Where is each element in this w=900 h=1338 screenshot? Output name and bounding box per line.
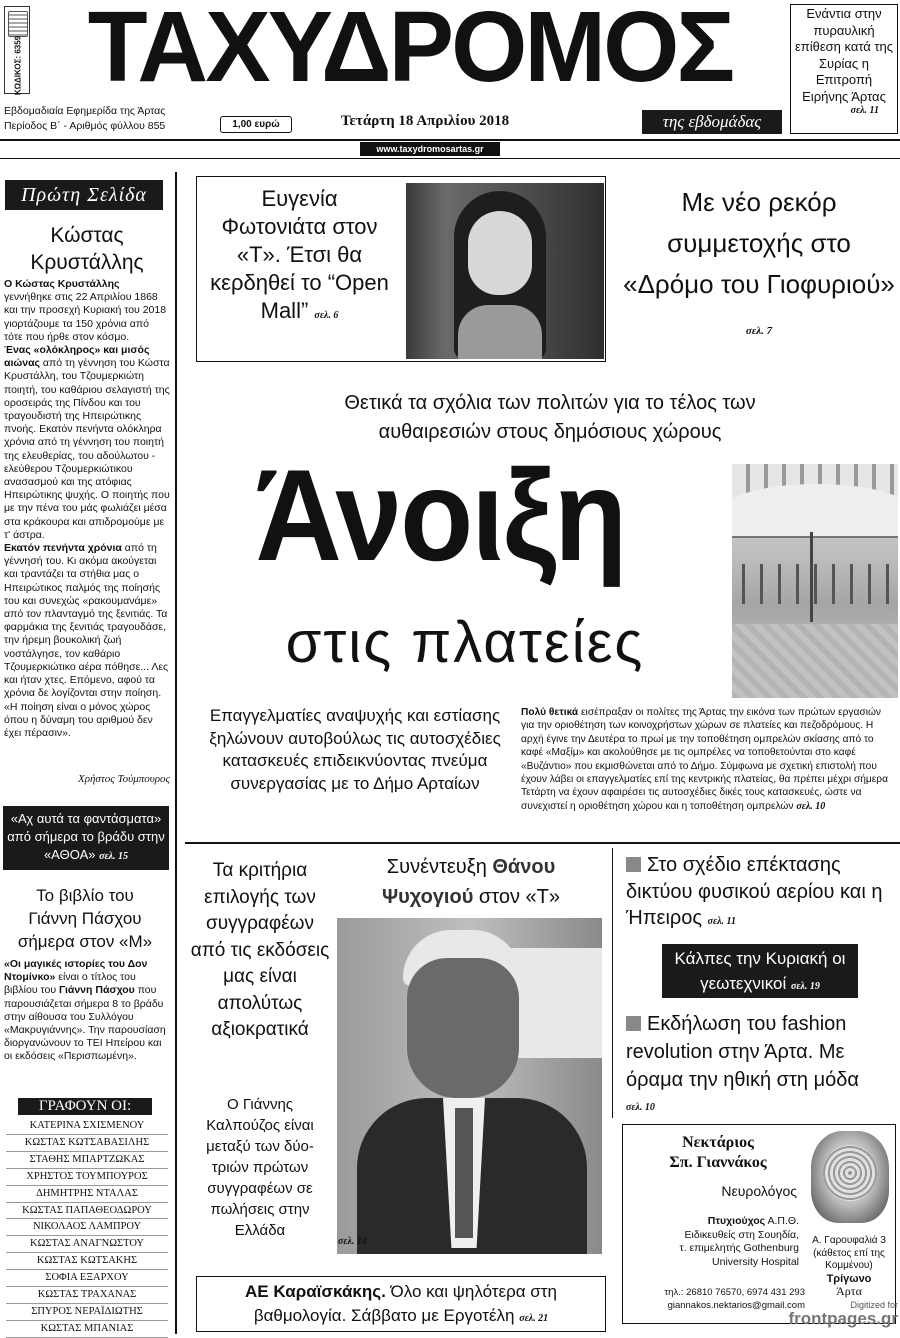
promo-ref: σελ. 15 [99,851,129,862]
bullet-square-icon [626,1016,641,1031]
book-title[interactable]: Το βιβλίο του Γιάννη Πάσχου σήμερα στον «Μ» [17,886,153,951]
doctor-name: Νεκτάριος Σπ. Γιαννάκος [669,1134,767,1171]
edition-label: της εβδομάδας [642,110,782,134]
top-story-left-ref: σελ. 6 [314,310,339,321]
code-label: ΚΩΔΙΚΟΣ: 6359 [13,35,23,96]
writer-name: ΣΟΦΙΑ ΕΞΑΡΧΟΥ [6,1270,168,1287]
sidebar-author: Χρήστος Τούμπουρος [77,773,170,785]
interview-name: Θάνου Ψυχογιού [381,856,556,908]
brain-illustration [811,1131,889,1223]
interview-photo-man [337,918,602,1254]
gas-story[interactable]: Στο σχέδιο επέκτασης δικτύου φυσικού αερίου και η Ήπειρος σελ. 11 [626,854,883,929]
issue-label: Περίοδος Β΄ - Αριθμός φύλλου 855 [4,120,166,132]
lead-kicker: Θετικά τα σχόλια των πολιτών για το τέλος των αυθαιρεσιών στους δημόσιους χώρους [344,392,756,443]
top-story-left[interactable] [196,176,606,362]
top-story-left-headline: Ευγενία Φωτονιάτα στον «Τ». Έτσι θα κερδηθεί το “Open Mall” σελ. 6 [210,186,389,323]
writer-name: ΚΩΣΤΑΣ ΤΡΑΧΑΝΑΣ [6,1287,168,1304]
sports-ref: σελ. 21 [519,1313,549,1324]
section-label: Πρώτη Σελίδα [5,180,163,210]
writer-name: ΣΤΑΘΗΣ ΜΠΑΡΤΖΩΚΑΣ [6,1152,168,1169]
writers-list [6,1118,168,1338]
lead-deck: Επαγγελματίες αναψυχής και εστίασης ξηλώνουν αυτοβούλως τις αυτοσχέδιες κατασκευές επιδεικνύοντας πνεύμα συνεργασίας με το Δήμο Αρταίων [209,706,501,793]
vote-ref: σελ. 19 [790,981,820,992]
lead-subheadline: στις πλατείες [285,610,645,675]
corner-story[interactable] [790,4,898,134]
writer-name: ΚΑΤΕΡΙΝΑ ΣΧΙΣΜΕΝΟΥ [6,1118,168,1135]
interview-pullquote: Τα κριτήρια επιλογής των συγγραφέων από τις εκδόσεις μας είναι απολύτως αξιοκρατικά [190,860,330,1040]
top-story-right-ref: σελ. 7 [745,325,773,337]
doctor-address: Α. Γαρουφαλιά 3 (κάθετος επί της Κομμένου) Τρίγωνο Άρτα [812,1235,886,1298]
sidebar-lead-name: Ο Κώστας Κρυστάλλης [4,278,120,290]
watermark: Digitized for frontpages.gr [788,1300,898,1328]
website-link[interactable]: www.taxydromosartas.gr [376,144,484,154]
masthead-left-info [4,104,204,134]
lead-body: Πολύ θετικά εισέπραξαν οι πολίτες της Άρτας την εικόνα των πρώτων εργασιών για την οριοθέτηση των κοινοχρήστων χώρων σε πλατείες και πεζοδρόμους. Η αρχή έγινε την Δευτέρα το πρωί με την τοποθέτηση ομπρελών σκίασης από το καφέ «Μαξίμ» και ακολούθησε με τις ομπρέλες να τοποθετούνται στο καφέ «Βυζάντιο» που εκμισθώνεται από το Δήμο. Σύμφωνα με σχετική επιστολή που έχουν λάβει οι επαγγελματίες επί της κεντρικής πλατείας, θα πρέπει μέχρι σήμερα Τετάρτη να έχουν αφαιρέσει τις αυτοσχέδιες δικές τους κατασκευές, ώστε να συνεχιστεί η οριοθέτηση χώρου και η τοποθέτηση ομπρελών σελ. 10 [521,707,888,812]
issue-date: Τετάρτη 18 Απριλίου 2018 [340,113,510,129]
sports-team: ΑΕ Καραϊσκάκης. [245,1282,386,1301]
masthead-title: ΤΑΧΥΔΡΟΜΟΣ [87,0,733,103]
fashion-ref: σελ. 10 [626,1102,655,1113]
doctor-title: Νευρολόγος [721,1183,797,1199]
weekly-label: Εβδομαδιαία Εφημερίδα της Άρτας [4,105,166,117]
writer-name: ΚΩΣΤΑΣ ΚΩΤΣΑΚΗΣ [6,1253,168,1270]
price-box: 1,00 ευρώ [220,116,292,133]
doctor-credentials: Πτυχιούχος Α.Π.Θ. Ειδικευθείς στη Σουηδία, τ. επιμελητής Gothenburg University Hospital [679,1215,799,1268]
gas-ref: σελ. 11 [707,916,737,927]
writer-name: ΣΠΥΡΟΣ ΝΕΡΑΪΔΙΩΤΗΣ [6,1304,168,1321]
writer-name: ΚΩΣΤΑΣ ΚΩΤΣΑΒΑΣΙΛΗΣ [6,1135,168,1152]
interview-ref: σελ. 14 [338,1236,367,1247]
lead-body-ref: σελ. 10 [796,800,826,812]
interview-sub: Ο Γιάννης Καλπούζος είναι μεταξύ των δύο-τριών πρώτων συγγραφέων σε πωλήσεις στην Ελλάδα [206,1096,314,1239]
bullet-square-icon [626,857,641,872]
writer-name: ΔΗΜΗΤΡΗΣ ΝΤΑΛΑΣ [6,1186,168,1203]
corner-story-text: Ενάντια στην πυραυλική επίθεση κατά της Συρίας η Επιτροπή Ειρήνης Άρτας [794,6,894,104]
interview-title[interactable]: Συνέντευξη Θάνου Ψυχογιού στον «Τ» [381,856,561,908]
sidebar-promo[interactable] [3,806,169,870]
website-bar[interactable] [360,142,500,156]
writer-name: ΚΩΣΤΑΣ ΠΑΠΑΘΕΟΔΩΡΟΥ [6,1203,168,1220]
doctor-contact: τηλ.: 26810 76570, 6974 431 293 giannakos.nektarios@gmail.com [664,1287,805,1311]
doctor-ad[interactable] [622,1124,896,1324]
writer-name: ΧΡΗΣΤΟΣ ΤΟΥΜΠΟΥΡΟΣ [6,1169,168,1186]
stamp-logo [4,6,30,94]
lead-photo-umbrellas [732,464,898,698]
top-story-right-headline: Με νέο ρεκόρ συμμετοχής στο «Δρόμο του Γιοφυριού» σελ. 7 [623,187,895,337]
writer-name: ΚΩΣΤΑΣ ΜΠΑΝΙΑΣ [6,1321,168,1338]
top-story-right[interactable] [620,176,898,362]
sidebar-article-title[interactable]: Κώστας Κρυστάλλης [30,224,144,274]
fashion-story[interactable]: Εκδήλωση του fashion revolution στην Άρτα. Με όραμα την ηθική στη μόδα σελ. 10 [626,1010,896,1122]
book-body: «Οι μαγικές ιστορίες του Δον Ντομίνκο» είναι ο τίτλος του βιβλίου του Γιάννη Πάσχου που παρουσιάζεται σήμερα 8 το βράδυ στην αίθουσα του Συλλόγου «Μακρυγιάννης». Την παρουσίαση διοργανώνουν το ΤΕΙ Ηπείρου και οι εκδόσεις «Περισπωμένη». [4,958,166,1063]
sidebar-article-body: Ο Κώστας Κρυστάλλης γεννήθηκε στις 22 Απριλίου 1868 και την προσεχή Κυριακή του 2018 γιορτάζουμε τα 150 χρόνια από τότε που ήρθε στον κόσμο. Ένας «ολόκληρος» και μισός αιώνας από τη γέννηση του Κώστα Κρυστάλλη, του Τζουμερκιώτη ποιητή, του καθάριου σελαγιστή της οροσειράς της Πίνδου και του τραγουδιστή της Ηπειρώτικης πνοής. Εκατόν πενήντα ολόκληρα χρόνια από τη γέννηση του ποιητή της ελευθερίας, του αδούλωτου - ελεύθερου Τζουμερκιώτικου ανασασμού και της ατόφιας Ηπειρώτικης ψυχής. Ο ποιητής που με την πένα του μάς φωλιάζει μέσα στα κράκουρα και απιδρομούμε με τ' άστρα. Εκατόν πενήντα χρόνια από τη γέννησή του. Κι ακόμα ακούγεται και τραντάζει τα στήθια μας ο Ηπειρώτικος παλμός της ποίησής του και συνεχώς «ρακουμανάμε» από τον πλανταγμό της ξενιτιάς. Τα φαρμάκια της ξενιτιάς τραγουδάσε, την ήρεμη βουκολική ζωή νοστάλγησε, τον καθάριο Τζουμερκιώτικο αέρα πόθησε... Λες και ήταν χτες. Επόμενο, αφού τα χρόνια δε λογίζονται στην ποίηση. «Η ποίηση είναι ο μόνος χώρος όπου η δύναμη του αριθμού δεν έχει πέρασιν». [4,278,170,739]
writer-name: ΝΙΚΟΛΑΟΣ ΛΑΜΠΡΟΥ [6,1219,168,1236]
lead-headline[interactable]: Άνοιξη [255,442,626,588]
writer-name: ΚΩΣΤΑΣ ΑΝΑΓΝΩΣΤΟΥ [6,1236,168,1253]
promo-text: «Αχ αυτά τα φαντάσματα» από σήμερα το βράδυ στην «ΑΘΟΑ» [7,811,165,862]
portrait-photo-woman [406,183,604,359]
corner-story-ref: σελ. 11 [850,105,879,116]
bottom-sports-story[interactable]: ΑΕ Καραϊσκάκης. Όλο και ψηλότερα στη βαθμολογία. Σάββατο με Εργοτέλη σελ. 21 [196,1276,606,1332]
writers-label: ΓΡΑΦΟΥΝ ΟΙ: [18,1098,152,1115]
vote-banner[interactable]: Κάλπες την Κυριακή οι γεωτεχνικοί σελ. 19 [662,944,858,998]
